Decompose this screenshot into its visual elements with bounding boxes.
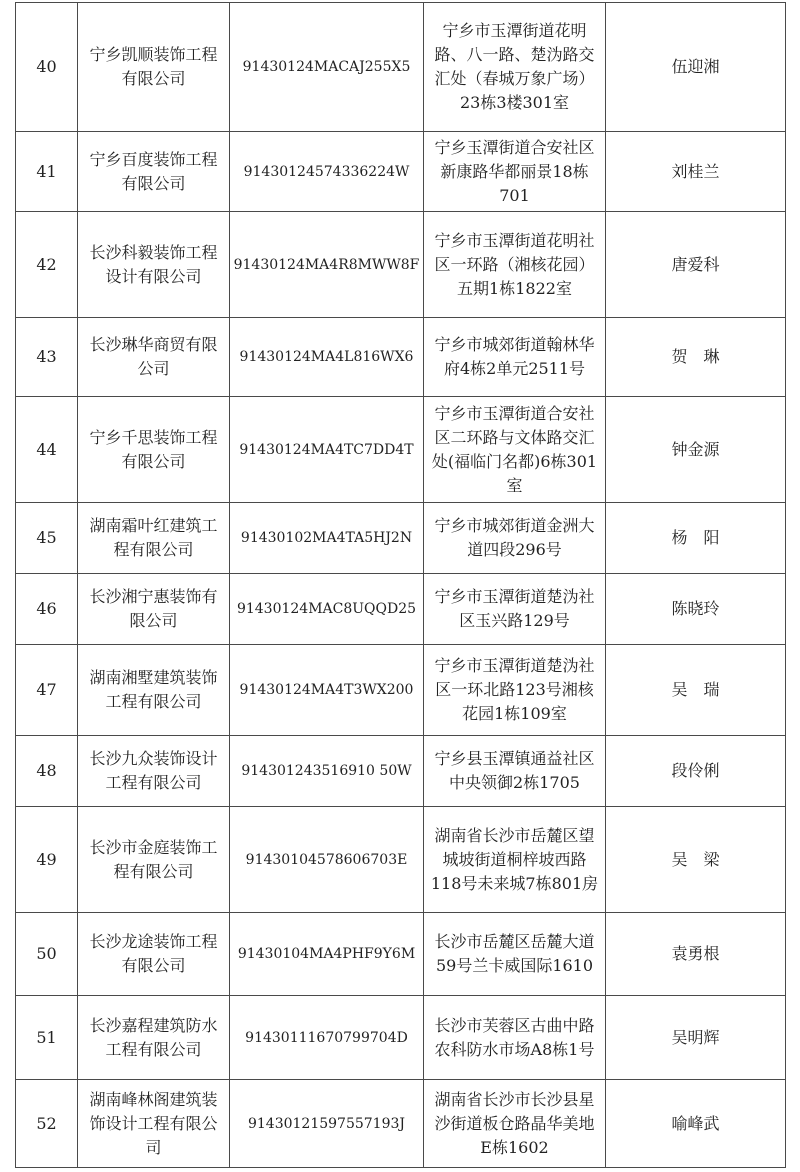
company-address: 长沙市岳麓区岳麓大道59号兰卡威国际1610 <box>424 913 606 996</box>
legal-representative: 贺 琳 <box>606 318 786 397</box>
legal-representative: 喻峰武 <box>606 1080 786 1168</box>
table-row <box>16 132 786 212</box>
company-address: 宁乡县玉潭镇通益社区中央领御2栋1705 <box>424 736 606 807</box>
credit-code: 91430102MA4TA5HJ2N <box>230 503 424 574</box>
company-address: 宁乡市城郊街道金洲大道四段296号 <box>424 503 606 574</box>
company-address: 宁乡市玉潭街道合安社区二环路与文体路交汇处(福临门名都)6栋301室 <box>424 397 606 503</box>
table-row <box>16 1080 786 1168</box>
company-name: 长沙龙途装饰工程有限公司 <box>78 913 230 996</box>
table-row <box>16 807 786 913</box>
row-number: 41 <box>16 132 78 212</box>
company-name: 宁乡百度装饰工程有限公司 <box>78 132 230 212</box>
legal-representative: 伍迎湘 <box>606 3 786 132</box>
legal-representative: 刘桂兰 <box>606 132 786 212</box>
credit-code: 91430111670799704D <box>230 996 424 1080</box>
legal-representative: 陈晓玲 <box>606 574 786 645</box>
table-row <box>16 645 786 736</box>
company-address: 宁乡市玉潭街道花明社区一环路（湘核花园）五期1栋1822室 <box>424 212 606 318</box>
credit-code: 91430124574336224W <box>230 132 424 212</box>
company-address: 宁乡市玉潭街道楚沩社区一环北路123号湘核花园1栋109室 <box>424 645 606 736</box>
company-address: 宁乡市玉潭街道楚沩社区玉兴路129号 <box>424 574 606 645</box>
table-row <box>16 397 786 503</box>
company-address: 宁乡市玉潭街道花明路、八一路、楚沩路交汇处（春城万象广场）23栋3楼301室 <box>424 3 606 132</box>
company-address: 湖南省长沙市长沙县星沙街道板仓路晶华美地E栋1602 <box>424 1080 606 1168</box>
credit-code: 91430104578606703E <box>230 807 424 913</box>
company-name: 长沙科毅装饰工程设计有限公司 <box>78 212 230 318</box>
row-number: 48 <box>16 736 78 807</box>
legal-representative: 吴 梁 <box>606 807 786 913</box>
legal-representative: 吴明辉 <box>606 996 786 1080</box>
row-number: 42 <box>16 212 78 318</box>
row-number: 40 <box>16 3 78 132</box>
company-address: 宁乡玉潭街道合安社区新康路华都丽景18栋701 <box>424 132 606 212</box>
credit-code: 91430124MA4TC7DD4T <box>230 397 424 503</box>
legal-representative: 吴 瑞 <box>606 645 786 736</box>
legal-representative: 袁勇根 <box>606 913 786 996</box>
credit-code: 91430124MAC8UQQD25 <box>230 574 424 645</box>
table-row <box>16 996 786 1080</box>
table-row <box>16 503 786 574</box>
table-row <box>16 318 786 397</box>
legal-representative: 段伶俐 <box>606 736 786 807</box>
company-name: 宁乡千思装饰工程有限公司 <box>78 397 230 503</box>
row-number: 47 <box>16 645 78 736</box>
row-number: 45 <box>16 503 78 574</box>
table-row <box>16 3 786 132</box>
row-number: 50 <box>16 913 78 996</box>
credit-code: 91430121597557193J <box>230 1080 424 1168</box>
row-number: 46 <box>16 574 78 645</box>
company-name: 宁乡凯顺装饰工程有限公司 <box>78 3 230 132</box>
company-address: 长沙市芙蓉区古曲中路农科防水市场A8栋1号 <box>424 996 606 1080</box>
row-number: 51 <box>16 996 78 1080</box>
row-number: 44 <box>16 397 78 503</box>
company-table <box>15 2 786 1168</box>
company-list-sheet <box>15 2 785 1168</box>
row-number: 49 <box>16 807 78 913</box>
table-row <box>16 574 786 645</box>
credit-code: 91430124MA4L816WX6 <box>230 318 424 397</box>
company-name: 湖南峰林阁建筑装饰设计工程有限公司 <box>78 1080 230 1168</box>
company-address: 宁乡市城郊街道翰林华府4栋2单元2511号 <box>424 318 606 397</box>
company-address: 湖南省长沙市岳麓区望城坡街道桐梓坡西路118号未来城7栋801房 <box>424 807 606 913</box>
credit-code: 91430104MA4PHF9Y6M <box>230 913 424 996</box>
legal-representative: 唐爱科 <box>606 212 786 318</box>
row-number: 52 <box>16 1080 78 1168</box>
table-row <box>16 736 786 807</box>
credit-code: 91430124MACAJ255X5 <box>230 3 424 132</box>
company-name: 长沙九众装饰设计工程有限公司 <box>78 736 230 807</box>
company-name: 长沙琳华商贸有限公司 <box>78 318 230 397</box>
credit-code: 914301243516910 50W <box>230 736 424 807</box>
company-name: 长沙市金庭装饰工程有限公司 <box>78 807 230 913</box>
credit-code: 91430124MA4T3WX200 <box>230 645 424 736</box>
credit-code: 91430124MA4R8MWW8F <box>230 212 424 318</box>
row-number: 43 <box>16 318 78 397</box>
legal-representative: 钟金源 <box>606 397 786 503</box>
company-name: 湖南湘墅建筑装饰工程有限公司 <box>78 645 230 736</box>
table-row <box>16 913 786 996</box>
company-name: 长沙嘉程建筑防水工程有限公司 <box>78 996 230 1080</box>
table-row <box>16 212 786 318</box>
company-name: 湖南霜叶红建筑工程有限公司 <box>78 503 230 574</box>
legal-representative: 杨 阳 <box>606 503 786 574</box>
company-name: 长沙湘宁惠装饰有限公司 <box>78 574 230 645</box>
